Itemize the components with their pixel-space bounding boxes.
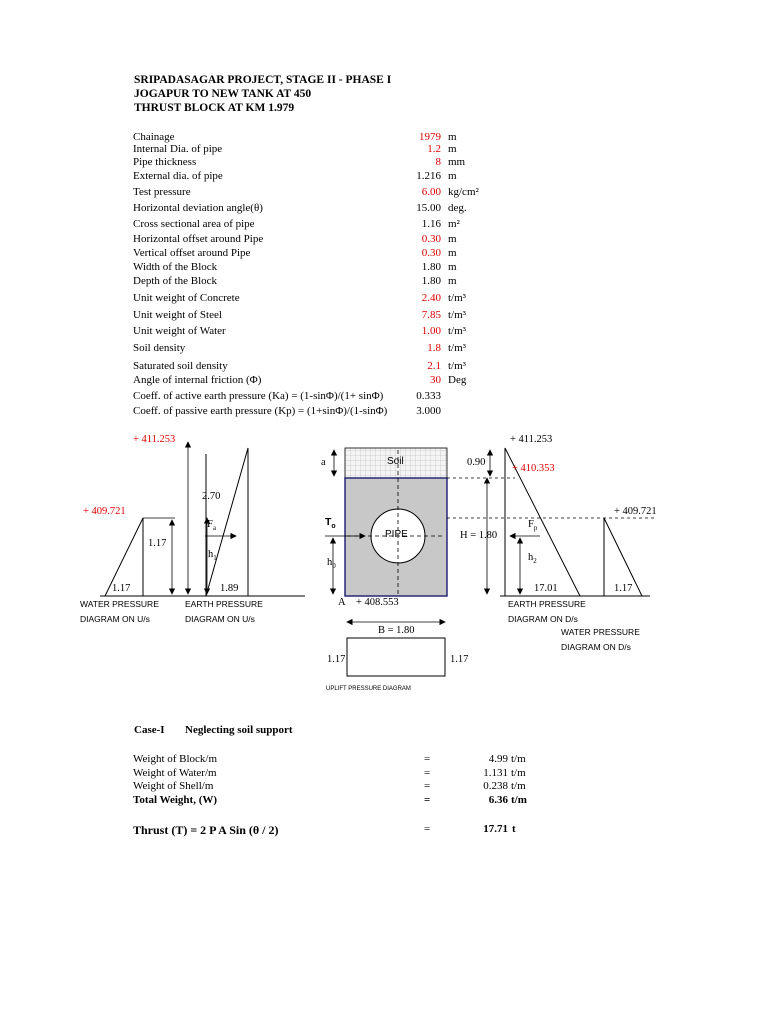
case-row-label: Weight of Water/m — [133, 767, 217, 779]
case-row-unit: t/m — [511, 753, 526, 765]
fp-label: $F_p$ — [528, 519, 538, 533]
level-water-left: + 409.721 — [83, 506, 126, 517]
point-a: A — [338, 597, 346, 608]
param-label: Vertical offset around Pipe — [133, 247, 251, 259]
h0-label: $h_0$ — [327, 557, 336, 571]
case-row-eq: = — [424, 780, 431, 792]
param-unit: m — [448, 275, 457, 287]
case-row-unit: t/m — [511, 767, 526, 779]
dim-H: H = 1.80 — [460, 530, 498, 541]
param-unit: kg/cm² — [448, 186, 479, 198]
param-label: Internal Dia. of pipe — [133, 143, 223, 155]
caption-earth-us-2: DIAGRAM ON U/s — [185, 614, 255, 624]
param-label: Pipe thickness — [133, 156, 197, 168]
header-line-3: THRUST BLOCK AT KM 1.979 — [134, 102, 295, 114]
param-label: Coeff. of passive earth pressure (Kp) = (1+sinΦ)/(1-sinΦ) — [133, 405, 388, 417]
case-row-label: Weight of Block/m — [133, 753, 218, 765]
param-value: 7.85 — [421, 309, 441, 321]
dim-a: a — [321, 457, 326, 468]
dim-117-left: 1.17 — [148, 538, 167, 549]
param-label: Width of the Block — [133, 261, 218, 273]
uplift-left-value: 1.17 — [327, 654, 346, 665]
h2-label: $h_2$ — [528, 552, 537, 566]
case-row-label: Total Weight, (W) — [133, 794, 218, 806]
param-unit: t/m³ — [448, 325, 466, 337]
param-value: 1.8 — [427, 342, 441, 354]
dim-270: 2.70 — [202, 491, 221, 502]
uplift-right-value: 1.17 — [450, 654, 469, 665]
case-subtitle: Neglecting soil support — [185, 724, 293, 736]
soil-label: Soil — [387, 456, 404, 467]
level-water-right: + 409.721 — [614, 506, 657, 517]
param-value: 1979 — [419, 131, 441, 143]
caption-water-us-1: WATER PRESSURE — [80, 599, 159, 609]
param-value: 30 — [430, 374, 441, 386]
dim-B: B = 1.80 — [378, 625, 415, 636]
caption-earth-us-1: EARTH PRESSURE — [185, 599, 263, 609]
param-label: Unit weight of Steel — [133, 309, 222, 321]
param-value: 1.216 — [416, 170, 441, 182]
thrust-value: 17.71 — [483, 823, 508, 835]
dim-090: 0.90 — [467, 457, 486, 468]
pipe-label: PIPE — [385, 529, 408, 540]
param-unit: t/m³ — [448, 292, 466, 304]
param-value: 1.00 — [421, 325, 441, 337]
uplift-pressure-rect — [347, 638, 445, 676]
param-label: Test pressure — [133, 186, 191, 198]
param-value: 0.30 — [421, 233, 441, 245]
case-row-value: 1.131 — [483, 767, 508, 779]
case-row-label: Weight of Shell/m — [133, 780, 214, 792]
dim-1701: 17.01 — [534, 583, 558, 594]
param-value: 6.00 — [421, 186, 441, 198]
param-unit: m² — [448, 218, 460, 230]
param-unit: mm — [448, 156, 466, 168]
dim-189: 1.89 — [220, 583, 239, 594]
level-top-right: + 411.253 — [510, 434, 553, 445]
param-value: 0.30 — [421, 247, 441, 259]
param-label: Angle of internal friction (Φ) — [133, 374, 262, 386]
param-label: Depth of the Block — [133, 275, 218, 287]
case-row-value: 4.99 — [488, 753, 508, 765]
level-soil-right: + 410.353 — [512, 463, 555, 474]
param-label: Soil density — [133, 342, 186, 354]
param-unit: Deg — [448, 374, 467, 386]
case-row-unit: t/m — [511, 794, 527, 806]
param-label: Unit weight of Concrete — [133, 292, 240, 304]
caption-water-us-2: DIAGRAM ON U/s — [80, 614, 150, 624]
param-value: 8 — [435, 156, 441, 168]
param-label: Coeff. of active earth pressure (Ka) = (1-sinΦ)/(1+ sinΦ) — [133, 390, 384, 402]
param-label: Horizontal deviation angle(θ) — [133, 202, 263, 214]
case-title: Case-I — [134, 724, 165, 736]
caption-earth-ds-1: EARTH PRESSURE — [508, 599, 586, 609]
param-unit: m — [448, 143, 457, 155]
caption-earth-ds-2: DIAGRAM ON D/s — [508, 614, 578, 624]
param-value: 0.333 — [416, 390, 441, 402]
case-row-eq: = — [424, 753, 431, 765]
level-top-left: + 411.253 — [133, 434, 176, 445]
param-unit: t/m³ — [448, 309, 466, 321]
case-row-unit: t/m — [511, 780, 526, 792]
fa-label: $F_a$ — [207, 519, 216, 533]
param-value: 1.80 — [421, 261, 441, 273]
param-value: 1.16 — [421, 218, 441, 230]
dim-117-right: 1.17 — [614, 583, 633, 594]
caption-water-ds-1: WATER PRESSURE — [561, 627, 640, 637]
param-unit: m — [448, 131, 457, 143]
thrust-eq: = — [424, 823, 431, 835]
caption-uplift: UPLIFT PRESSURE DIAGRAM — [326, 686, 411, 692]
param-unit: t/m³ — [448, 360, 466, 372]
caption-water-ds-2: DIAGRAM ON D/s — [561, 642, 631, 652]
param-label: Chainage — [133, 131, 175, 143]
param-value: 15.00 — [416, 202, 441, 214]
param-unit: t/m³ — [448, 342, 466, 354]
param-unit: m — [448, 247, 457, 259]
h1-label: $h_1$ — [208, 549, 217, 563]
dim-117-water-base: 1.17 — [112, 583, 131, 594]
param-label: Unit weight of Water — [133, 325, 226, 337]
case-row-value: 0.238 — [483, 780, 508, 792]
param-label: Saturated soil density — [133, 360, 228, 372]
param-value: 1.80 — [421, 275, 441, 287]
param-label: Cross sectional area of pipe — [133, 218, 255, 230]
param-unit: m — [448, 261, 457, 273]
case-row-eq: = — [424, 767, 431, 779]
param-value: 2.1 — [427, 360, 441, 372]
param-value: 3.000 — [416, 405, 441, 417]
header-line-1: SRIPADASAGAR PROJECT, STAGE II - PHASE I — [134, 74, 392, 86]
param-unit: m — [448, 233, 457, 245]
header-line-2: JOGAPUR TO NEW TANK AT 450 — [134, 88, 312, 100]
level-base: + 408.553 — [356, 597, 399, 608]
case-row-eq: = — [424, 794, 431, 806]
param-unit: m — [448, 170, 457, 182]
thrust-unit: t — [512, 823, 516, 835]
thrust-formula: Thrust (T) = 2 P A Sin (θ / 2) — [133, 823, 279, 837]
param-unit: deg. — [448, 202, 467, 214]
param-label: External dia. of pipe — [133, 170, 223, 182]
case-row-value: 6.36 — [488, 794, 508, 806]
param-value: 1.2 — [427, 143, 441, 155]
to-label: $T_o$ — [325, 516, 336, 531]
param-value: 2.40 — [421, 292, 441, 304]
param-label: Horizontal offset around Pipe — [133, 233, 264, 245]
